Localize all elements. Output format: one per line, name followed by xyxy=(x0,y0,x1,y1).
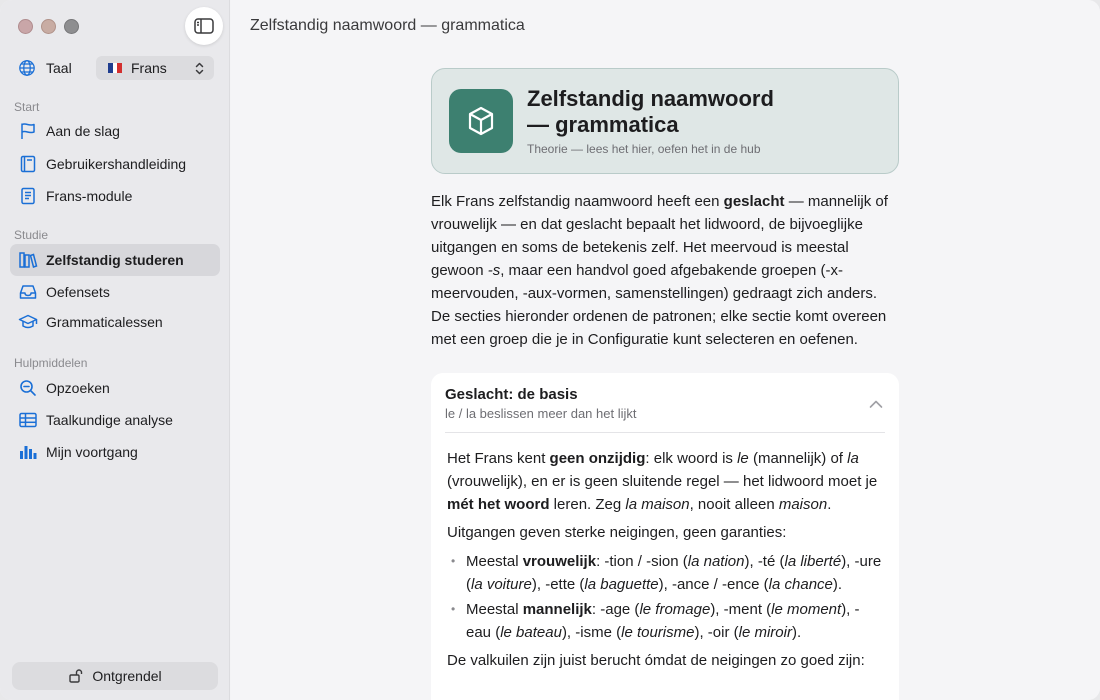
hero-text xyxy=(527,86,787,156)
body-italic: le tourisme xyxy=(621,624,695,641)
body-text: ), -ment ( xyxy=(710,601,772,618)
body-text: Het Frans kent xyxy=(447,450,550,467)
magnifier-icon xyxy=(18,378,38,398)
zoom-window-button[interactable] xyxy=(64,19,79,34)
cube-icon xyxy=(449,89,513,153)
sidebar-item-zelfstandig-studeren[interactable] xyxy=(10,244,220,276)
section-title-hulpmiddelen: Hulpmiddelen xyxy=(14,356,88,370)
body-text: leren. Zeg xyxy=(549,496,626,513)
intro-bold: geslacht xyxy=(723,193,785,210)
sidebar-item-label: Mijn voortgang xyxy=(46,444,138,460)
body-text: Meestal xyxy=(466,553,523,570)
table-icon xyxy=(18,410,38,430)
list-item xyxy=(447,550,883,596)
minimize-window-button[interactable] xyxy=(41,19,56,34)
body-italic: le bateau xyxy=(500,624,562,641)
body-text: ). xyxy=(791,624,802,641)
body-paragraph: Uitgangen geven sterke neigingen, geen garanties: xyxy=(447,524,787,541)
section-title-studie: Studie xyxy=(14,228,49,242)
body-text: : elk woord is xyxy=(645,450,738,467)
body-text: ). xyxy=(832,576,843,593)
list-item xyxy=(447,598,883,644)
section-card-header[interactable] xyxy=(445,373,885,433)
body-bold: mannelijk xyxy=(522,601,592,618)
body-italic: la chance xyxy=(768,576,833,593)
bullet-list xyxy=(447,550,883,644)
updown-chevron-icon xyxy=(195,62,204,75)
page-subtitle: Theorie — lees het hier, oefen het in de hub xyxy=(527,142,761,156)
section-title-start: Start xyxy=(14,100,40,114)
intro-italic: -s xyxy=(487,262,501,279)
body-text: ), -té ( xyxy=(744,553,785,570)
body-italic: le fromage xyxy=(639,601,711,618)
body-bold: vrouwelijk xyxy=(522,553,597,570)
sidebar-item-gebruikershandleiding[interactable] xyxy=(10,149,220,179)
flag-icon xyxy=(18,121,38,141)
body-italic: le miroir xyxy=(738,624,792,641)
sidebar-item-label: Oefensets xyxy=(46,284,110,300)
body-text: ), -ance / -ence ( xyxy=(658,576,769,593)
intro-paragraph xyxy=(431,190,899,351)
body-italic: le xyxy=(737,450,749,467)
sidebar-item-taalkundige-analyse[interactable] xyxy=(10,405,220,435)
body-italic: la liberté xyxy=(784,553,842,570)
article xyxy=(431,68,899,700)
sidebar-item-frans-module[interactable] xyxy=(10,181,220,211)
body-text: ), -oir ( xyxy=(694,624,739,641)
intro-text: — mannelijk of vrouwelijk — en dat geslacht bepaalt het lidwoord, de bijvoeglijke uitgangen en soms de betekenis zelf. Het meervoud is meestal gewoon xyxy=(431,193,888,279)
sidebar-item-grammaticalessen[interactable] xyxy=(10,307,220,337)
document-icon xyxy=(18,186,38,206)
chevron-up-icon[interactable] xyxy=(869,399,883,409)
sidebar-item-aan-de-slag[interactable] xyxy=(10,116,220,146)
globe-icon xyxy=(18,59,36,77)
graduation-cap-icon xyxy=(18,312,38,332)
book-icon xyxy=(18,154,38,174)
sidebar-item-oefensets[interactable] xyxy=(10,277,220,307)
body-italic: le moment xyxy=(771,601,842,618)
intro-text: , maar een handvol goed afgebakende groepen (-x-meervouden, -aux-vormen, samenstellingen) gedraagt zich anders. De secties hieronder ordenen de patronen; elke sectie komt overeen met een groep die je in Configuratie kunt selecteren en oefenen. xyxy=(431,262,887,348)
body-text: . xyxy=(827,496,832,513)
books-icon xyxy=(18,250,38,270)
intro-text: Elk Frans zelfstandig naamwoord heeft een xyxy=(431,193,724,210)
body-bold: mét het woord xyxy=(447,496,550,513)
body-bold: geen onzijdig xyxy=(549,450,646,467)
section-card-body xyxy=(431,433,899,672)
hero-card xyxy=(431,68,899,174)
body-paragraph: De valkuilen zijn juist berucht ómdat de neigingen zo goed zijn: xyxy=(447,652,865,669)
body-text: ), -ette ( xyxy=(531,576,585,593)
sidebar-item-opzoeken[interactable] xyxy=(10,373,220,403)
body-text: (vrouwelijk), en er is geen sluitende regel — het lidwoord moet je xyxy=(447,473,878,490)
body-italic: la xyxy=(847,450,859,467)
toggle-sidebar-button[interactable] xyxy=(185,7,223,45)
language-label: Taal xyxy=(46,60,72,76)
language-select[interactable] xyxy=(96,56,214,80)
body-text: ), -isme ( xyxy=(561,624,622,641)
sidebar-item-label: Aan de slag xyxy=(46,123,120,139)
unlock-icon xyxy=(68,668,84,684)
sidebar-item-mijn-voortgang[interactable] xyxy=(10,437,220,467)
sidebar xyxy=(0,0,230,700)
section-card-subtitle: le / la beslissen meer dan het lijkt xyxy=(445,406,637,421)
body-text: ), -eau ( xyxy=(466,601,860,641)
body-italic: la voiture xyxy=(471,576,532,593)
close-window-button[interactable] xyxy=(18,19,33,34)
chart-icon xyxy=(18,442,38,462)
page-title xyxy=(527,86,787,138)
section-card-title: Geslacht: de basis xyxy=(445,386,578,403)
body-text: ), -ure ( xyxy=(466,553,882,593)
body-text: : -age ( xyxy=(591,601,640,618)
sidebar-item-label: Opzoeken xyxy=(46,380,110,396)
main-content xyxy=(231,0,1100,700)
french-flag-icon xyxy=(108,63,122,73)
window-controls xyxy=(18,19,79,34)
sidebar-item-label: Frans-module xyxy=(46,188,133,204)
tray-icon xyxy=(18,282,38,302)
body-italic: maison xyxy=(778,496,828,513)
sidebar-item-label: Taalkundige analyse xyxy=(46,412,173,428)
unlock-button[interactable] xyxy=(12,662,218,690)
unlock-label: Ontgrendel xyxy=(92,668,162,684)
body-italic: la nation xyxy=(687,553,745,570)
body-italic: la baguette xyxy=(584,576,659,593)
language-row xyxy=(18,56,214,80)
sidebar-toggle-icon xyxy=(194,18,214,34)
body-paragraph xyxy=(447,447,883,516)
body-text: Meestal xyxy=(466,601,523,618)
body-text: (mannelijk) of xyxy=(748,450,848,467)
language-select-value: Frans xyxy=(131,60,167,76)
body-text: : -tion / -sion ( xyxy=(596,553,688,570)
window-title: Zelfstandig naamwoord — grammatica xyxy=(250,17,525,34)
sidebar-item-label: Zelfstandig studeren xyxy=(46,252,184,268)
page-title-line2: — grammatica xyxy=(527,112,679,137)
body-text: , nooit alleen xyxy=(689,496,779,513)
sidebar-item-label: Grammaticalessen xyxy=(46,314,163,330)
section-card-geslacht xyxy=(431,373,899,700)
page-title-line1: Zelfstandig naamwoord xyxy=(527,86,774,111)
sidebar-item-label: Gebruikershandleiding xyxy=(46,156,187,172)
body-italic: la maison xyxy=(625,496,690,513)
